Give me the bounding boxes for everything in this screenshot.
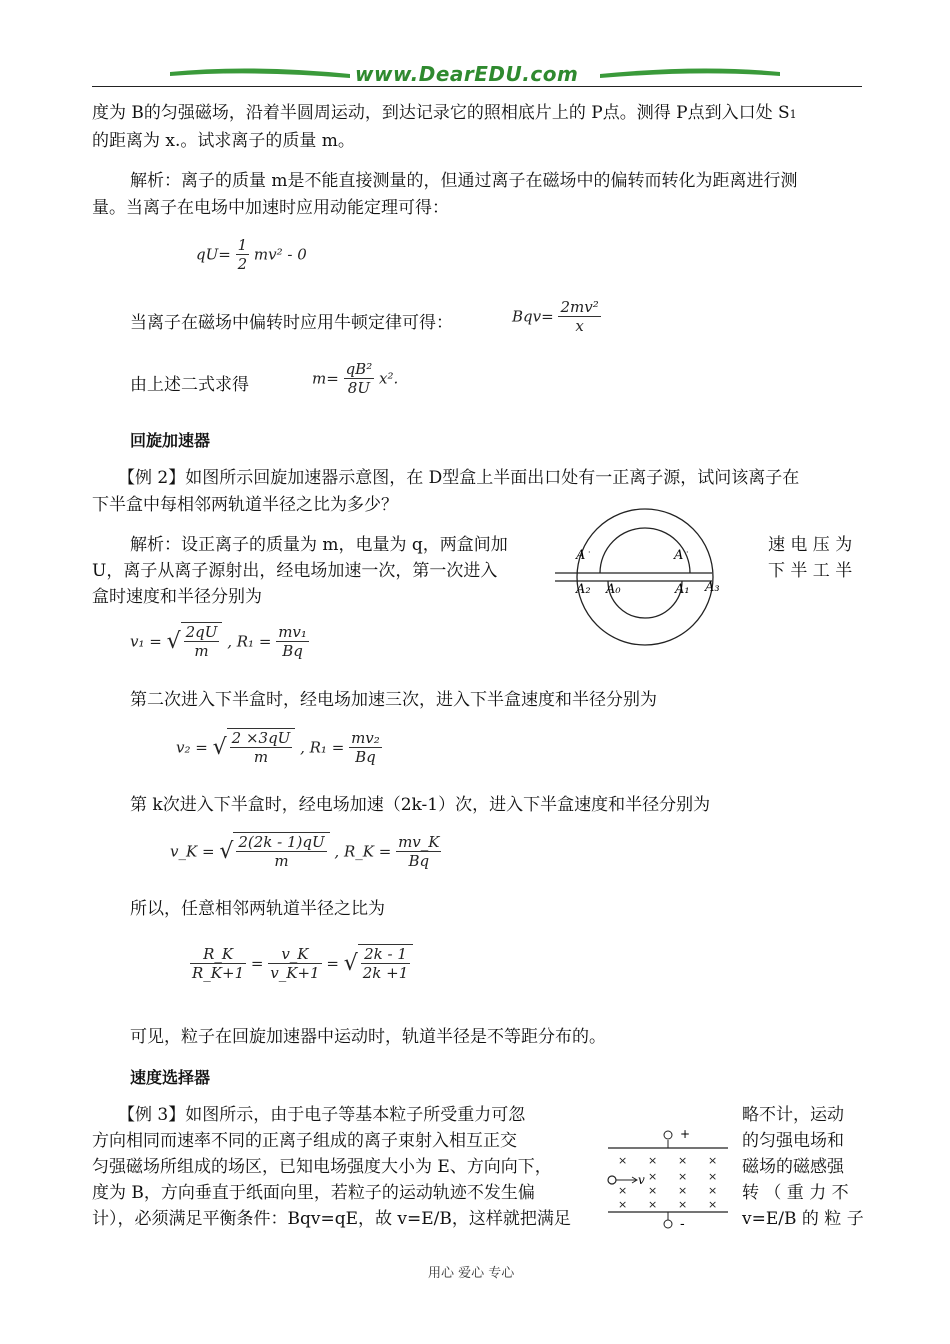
- formula-v2-r1: v₂ = √ $\frac{2 \times 3qU}{m}$ , R₁ = $\frac{\text{mv₂}}{Bq}$: [176, 729, 380, 766]
- svg-text:×: ×: [708, 1154, 718, 1167]
- paragraph-line: 略不计，运动: [742, 1105, 844, 1125]
- paragraph-line: 解析：设正离子的质量为 m，电量为 q，两盒间加: [130, 535, 508, 555]
- formula-kinetic-energy: qU= $\frac{1}{2}$ mv² - 0: [196, 236, 307, 273]
- paragraph-line: 下 半 工 半: [768, 561, 853, 581]
- velocity-selector-diagram: [596, 1120, 736, 1235]
- paragraph-line: 转 （ 重 力 不: [742, 1183, 849, 1203]
- formula-mass: m= $\frac{\text{qB²}}{8U}$ x².: [312, 360, 399, 397]
- paragraph-line: U，离子从离子源射出，经电场加速一次，第一次进入: [92, 561, 498, 581]
- paragraph-line: 量。当离子在电场中加速时应用动能定理可得：: [92, 198, 449, 218]
- svg-text:×: ×: [678, 1198, 688, 1211]
- paragraph-line: 度为 B的匀强磁场，沿着半圆周运动，到达记录它的照相底片上的 P点。测得 P点到入口处 S1: [92, 103, 797, 123]
- formula-vk-rk: v_K = √ $\frac{2(2k - 1)qU}{m}$ , R_K = $\frac{mv\_K}{Bq}$: [170, 833, 440, 870]
- svg-text:×: ×: [618, 1184, 628, 1197]
- svg-text:×: ×: [618, 1154, 628, 1167]
- paragraph-line: 的距离为 x.。试求离子的质量 m。: [92, 131, 355, 151]
- plus-sign: +: [680, 1127, 691, 1141]
- label-a3: A₃: [705, 580, 720, 595]
- label-a-left: A: [576, 548, 586, 563]
- svg-text:×: ×: [678, 1170, 688, 1183]
- paragraph-line: 第 k次进入下半盒时，经电场加速（2k-1）次，进入下半盒速度和半径分别为: [130, 795, 711, 815]
- paragraph-line: 的匀强电场和: [742, 1131, 844, 1151]
- label-a0: A₀: [606, 582, 621, 597]
- paragraph-line: 当离子在磁场中偏转时应用牛顿定律可得：: [130, 313, 453, 333]
- paragraph-line: 度为 B，方向垂直于纸面向里，若粒子的运动轨迹不发生偏: [92, 1183, 535, 1203]
- paragraph-line: 第二次进入下半盒时，经电场加速三次，进入下半盒速度和半径分别为: [130, 690, 657, 710]
- header-rule: [92, 86, 862, 87]
- svg-text:×: ×: [708, 1170, 718, 1183]
- svg-text:×: ×: [648, 1198, 658, 1211]
- paragraph-line: 磁场的磁感强: [742, 1157, 844, 1177]
- svg-text:×: ×: [648, 1154, 658, 1167]
- cyclotron-diagram: [540, 505, 740, 655]
- svg-text:×: ×: [678, 1184, 688, 1197]
- svg-text:×: ×: [648, 1170, 658, 1183]
- paragraph-line: 可见，粒子在回旋加速器中运动时，轨道半径是不等距分布的。: [130, 1027, 606, 1047]
- velocity-label: v: [638, 1173, 645, 1187]
- page-footer: 用心 爱心 专心: [428, 1266, 515, 1281]
- paragraph-line: 计），必须满足平衡条件：Bqv=qE，故 v=E/B，这样就把满足: [92, 1209, 571, 1229]
- svg-text:·: ·: [588, 548, 591, 557]
- paragraph-line: 【例 3】如图所示，由于电子等基本粒子所受重力可忽: [118, 1105, 526, 1125]
- formula-newton: Bqv= $\frac{\text{2mv²}}{x}$: [512, 298, 599, 335]
- minus-sign: -: [680, 1217, 685, 1232]
- paragraph-line: 【例 2】如图所示回旋加速器示意图，在 D型盒上半面出口处有一正离子源，试问该离子在: [118, 468, 800, 488]
- site-logo-text[interactable]: www.DearEDU.com: [355, 62, 579, 86]
- label-a-right: A: [674, 548, 684, 563]
- svg-text:×: ×: [678, 1154, 688, 1167]
- formula-radius-ratio: $\frac{R\_K}{R\_K+1}$ = $\frac{v\_K}{v\_K+1}$ = √ $\frac{2k - 1}{2k +1}$: [190, 944, 413, 982]
- svg-text:×: ×: [708, 1184, 718, 1197]
- svg-text:×: ×: [648, 1184, 658, 1197]
- formula-v1-r1: v₁ = √ $\frac{2qU}{m}$ , R₁ = $\frac{\text{mv₁}}{Bq}$: [130, 623, 307, 660]
- svg-text:·: ·: [686, 548, 689, 557]
- paragraph-line: 匀强磁场所组成的场区，已知电场强度大小为 E、方向向下，: [92, 1157, 552, 1177]
- paragraph-line: 盒时速度和半径分别为: [92, 587, 262, 607]
- section-heading-velocity-selector: 速度选择器: [130, 1068, 211, 1087]
- label-a1: A₁: [675, 582, 690, 597]
- svg-text:×: ×: [708, 1198, 718, 1211]
- paragraph-line: v=E/B 的 粒 子: [742, 1209, 864, 1229]
- svg-text:×: ×: [618, 1198, 628, 1211]
- paragraph-line: 下半盒中每相邻两轨道半径之比为多少？: [92, 495, 398, 515]
- paragraph-line: 速 电 压 为: [768, 535, 853, 555]
- paragraph-line: 方向相同而速率不同的正离子组成的离子束射入相互正交: [92, 1131, 517, 1151]
- paragraph-line: 所以，任意相邻两轨道半径之比为: [130, 899, 385, 919]
- section-heading-cyclotron: 回旋加速器: [130, 431, 211, 450]
- paragraph-line: 由上述二式求得: [130, 375, 249, 395]
- paragraph-line: 解析：离子的质量 m是不能直接测量的，但通过离子在磁场中的偏转而转化为距离进行测: [130, 171, 798, 191]
- label-a2: A₂: [576, 582, 591, 597]
